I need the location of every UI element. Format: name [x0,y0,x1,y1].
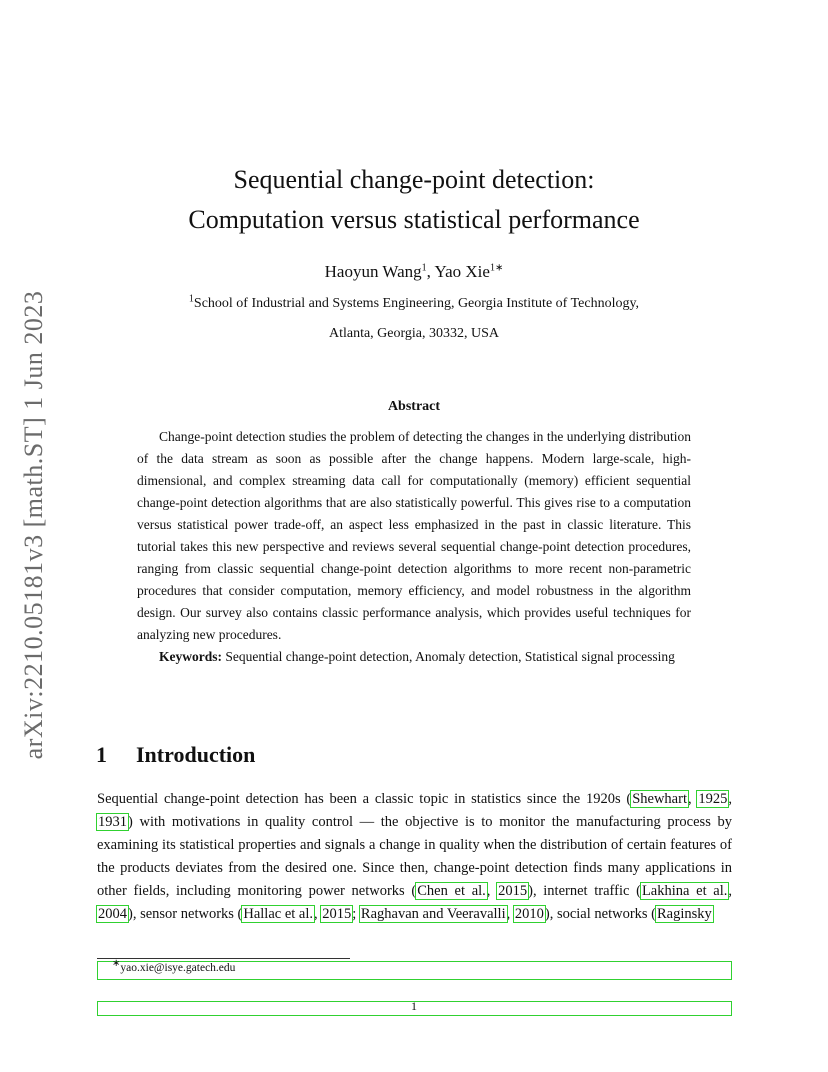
section-heading [96,742,255,768]
keywords [137,646,691,668]
text-run: , [506,906,514,922]
citation-link[interactable]: 2015 [498,883,528,899]
footnote-email: yao.xie@isye.gatech.edu [120,962,236,974]
author-name: Haoyun Wang [324,262,422,281]
paper-title [100,160,728,240]
text-run: ), sensor networks ( [128,906,243,922]
citation-link[interactable]: 2010 [514,906,544,922]
citation-link[interactable]: Raghavan and Veeravalli [360,906,506,922]
affiliation-mark: 1∗ [489,262,504,274]
section-number: 1 [96,742,107,767]
keywords-text: Sequential change-point detection, Anomaly detection, Statistical signal processing [225,649,675,664]
text-run: ), internet traffic ( [528,883,641,899]
title-line-1: Sequential change-point detection: [233,165,595,194]
citation-link[interactable]: Hallac et al. [243,906,314,922]
text-run: ; [352,906,360,922]
keywords-label: Keywords: [159,649,222,664]
text-run: , [728,791,733,807]
section-title: Introduction [136,742,256,767]
affiliation-text: School of Industrial and Systems Engineering, Georgia Institute of Technology, [193,296,640,311]
citation-link[interactable]: 1925 [698,791,728,807]
author-separator: , [426,262,435,281]
title-line-2: Computation versus statistical performance [188,205,640,234]
text-run: , [687,791,698,807]
abstract-heading: Abstract [387,399,441,414]
footnote [112,958,236,974]
text-run: Sequential change-point detection has been a classic topic in statistics since the 1920s ( [97,791,632,807]
author-name: Yao Xie [434,262,490,281]
citation-link[interactable]: Shewhart [632,791,687,807]
abstract-body: Change-point detection studies the problem of detecting the changes in the underlying distribution of the data stream as soon as possible after the change happens. Modern large-scale, high-dimensional, and complex streaming data call for computationally (memory) efficient sequential change-point detection algorithms that are also statistically powerful. This gives rise to a computation versus statistical power trade-off, an aspect less emphasized in the past in classic literature. This tutorial takes this new perspective and reviews several sequential change-point detection procedures, ranging from classic sequential change-point detection algorithms to more recent non-parametric procedures that consider computation, memory efficiency, and model robustness in the algorithm design. Our survey also contains classic performance analysis, which provides useful techniques for analyzing new procedures. [137,429,691,642]
page-number: 1 [411,999,417,1013]
arxiv-side-stamp [16,285,52,765]
affiliation-line-1 [100,293,728,312]
text-run: , [728,883,733,899]
text-run: ) with motivations in quality control — the objective is to monitor the manufacturing process by examining its statistical properties and signals a change in quality when the distribution of certain features of the products deviates from the desired one. Since then, change-point detection finds many applications in other fields, including monitoring power networks ( [97,814,732,899]
citation-link[interactable]: 2015 [322,906,352,922]
citation-link[interactable]: Chen et al. [417,883,486,899]
author-list [100,262,728,282]
affiliation-line-2: Atlanta, Georgia, 30332, USA [328,326,500,341]
text-run: , [314,906,322,922]
footnote-rule [97,958,350,959]
introduction-paragraph [97,788,732,926]
citation-link[interactable]: Lakhina et al. [641,883,728,899]
text-run: , [486,883,498,899]
footnote-mark: ∗ [112,958,121,970]
text-run: ), social networks ( [544,906,656,922]
abstract [137,426,691,668]
citation-link[interactable]: 2004 [98,906,127,922]
affiliation-mark: 1 [421,262,427,274]
citation-link[interactable]: 1931 [98,814,127,830]
affiliation-mark: 1 [188,293,194,305]
arxiv-identifier: arXiv:2210.05181v3 [math.ST] 1 Jun 2023 [19,290,48,760]
citation-link[interactable]: Raginsky [657,906,712,922]
